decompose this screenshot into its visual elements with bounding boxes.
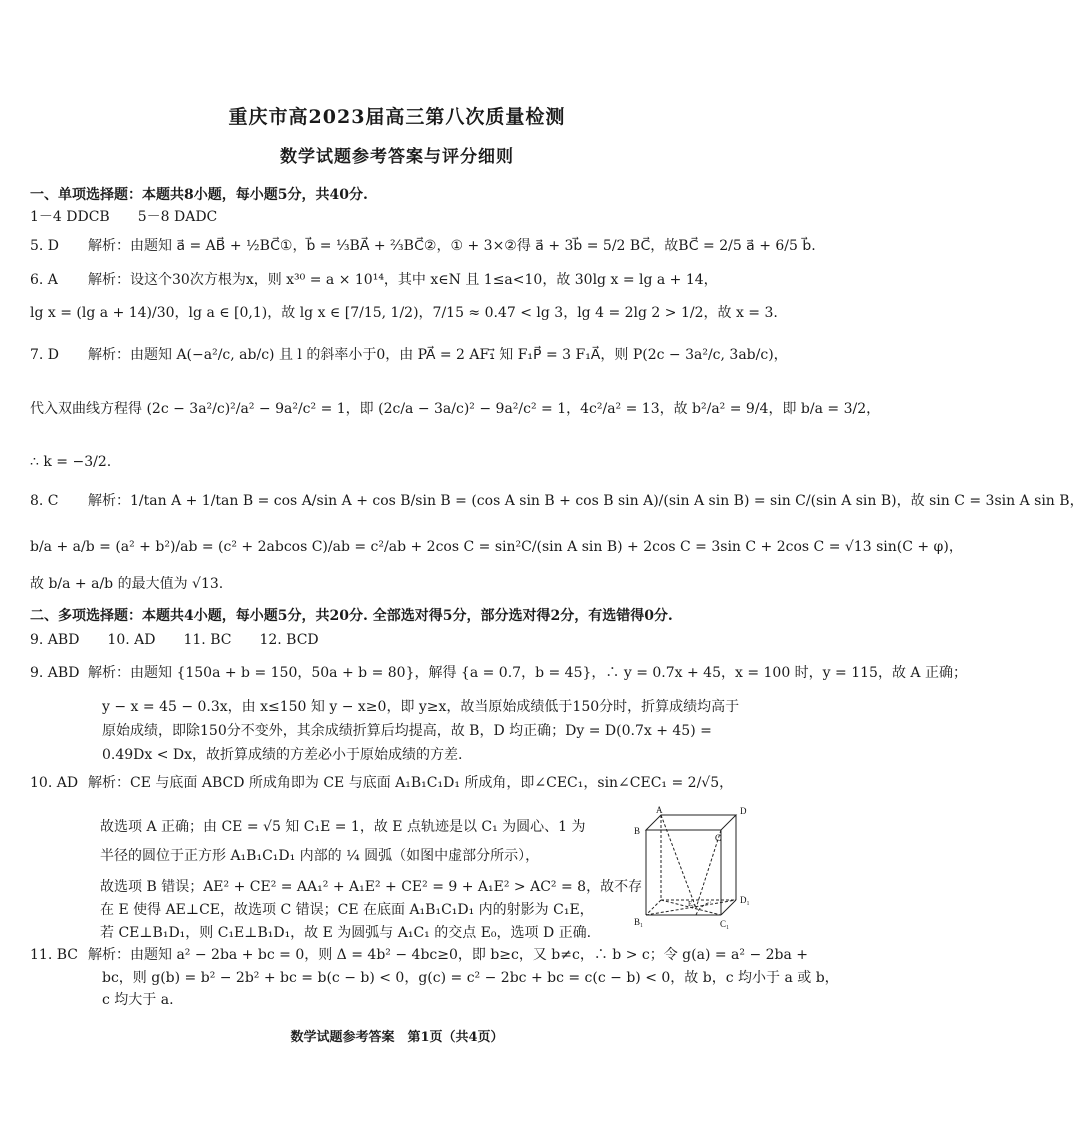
q11-solution: [30, 946, 809, 964]
q6-line-1: 解析：设这个30次方根为x，则 x³⁰ = a × 10¹⁴，其中 x∈N 且 1≤a<10，故 30lg x = lg a + 14，: [88, 272, 718, 288]
arc-e-path: [696, 902, 711, 915]
q10-tag: 10. AD: [30, 775, 79, 791]
q10-line-6: 若 CE⊥B₁D₁，则 C₁E⊥B₁D₁，故 E 为圆弧与 A₁C₁ 的交点 E₀，选项 D 正确.: [100, 925, 592, 941]
q7-solution: [30, 346, 788, 364]
q5-tag: 5. D: [30, 238, 60, 254]
q9-line-1: 解析：由题知 {150a + b = 150，50a + b = 80}，解得 {a = 0.7，b = 45}，∴ y = 0.7x + 45，x = 100 时，y = 115，故 A 正确；: [88, 665, 967, 681]
q11-line-2: bc，则 g(b) = b² − 2b² + bc = b(c − b) < 0，g(c) = c² − 2bc + bc = c(c − b) < 0，故 b，c 均小于 a 或 b，: [102, 970, 839, 986]
q7-line-1: 解析：由题知 A(−a²/c, ab/c) 且 l 的斜率小于0，由 PA⃗ = 2 AF₁⃗ 知 F₁P⃗ = 3 F₁A⃗，则 P(2c − 3a²/c, 3ab/c)，: [88, 347, 788, 363]
q8-line-2: b/a + a/b = (a² + b²)/ab = (c² + 2abcos C)/ab = c²/ab + 2cos C = sin²C/(sin A sin B) + 2cos C = 3sin C + 2cos C = √13 sin(C + φ)，: [30, 539, 963, 555]
label-e0: E₀: [688, 900, 695, 908]
q11-line-3: c 均大于 a.: [102, 992, 174, 1008]
q8-line-3: 故 b/a + a/b 的最大值为 √13.: [30, 576, 224, 592]
single-choice-answers: 1－4 DDCB 5－8 DADC: [30, 209, 218, 225]
q10-line-1: 解析：CE 与底面 ABCD 所成角即为 CE 与底面 A₁B₁C₁D₁ 所成角，即∠CEC₁，sin∠CEC₁ = 2/√5，: [88, 775, 734, 791]
q10-line-2: 故选项 A 正确；由 CE = √5 知 C₁E = 1，故 E 点轨迹是以 C₁ 为圆心、1 为: [100, 819, 586, 835]
q5-solution: [30, 237, 816, 255]
label-c1: C₁: [720, 919, 730, 929]
q11-tag: 11. BC: [30, 947, 78, 963]
q9-solution: [30, 664, 967, 682]
multi-choice-answers: 9. ABD 10. AD 11. BC 12. BCD: [30, 632, 319, 648]
section-single-choice-heading: 一、单项选择题：本题共8小题，每小题5分，共40分.: [30, 187, 368, 203]
q8-tag: 8. C: [30, 493, 59, 509]
label-b1: B₁: [634, 917, 644, 927]
q10-line-3: 半径的圆位于正方形 A₁B₁C₁D₁ 内部的 ¼ 圆弧（如图中虚部分所示），: [100, 848, 540, 864]
q8-line-1: 解析：1/tan A + 1/tan B = cos A/sin A + cos B/sin B = (cos A sin B + cos B sin A)/(sin A sin B) = sin C/(sin A sin B)，故 sin C = 3sin A sin B，: [88, 493, 1084, 509]
label-d: D: [740, 806, 747, 816]
q8-solution: [30, 492, 1084, 510]
q5-line-1: 解析：由题知 a⃗ = AB⃗ + ½BC⃗①，b⃗ = ⅓BA⃗ + ⅔BC⃗②，① + 3×②得 a⃗ + 3b⃗ = 5/2 BC⃗，故BC⃗ = 2/5 a⃗ + 6/5 b⃗.: [88, 238, 816, 254]
q9-line-4: 0.49Dx < Dx，故折算成绩的方差必小于原始成绩的方差.: [102, 747, 463, 763]
q7-line-2: 代入双曲线方程得 (2c − 3a²/c)²/a² − 9a²/c² = 1，即 (2c/a − 3a/c)² − 9a²/c² = 1，4c²/a² = 13，故 b²/a² = 9/4，即 b/a = 3/2，: [30, 401, 881, 417]
cube-top-face: [646, 815, 736, 830]
q9-line-3: 原始成绩，即除150分不变外，其余成绩折算后均提高，故 B，D 均正确；Dy = D(0.7x + 45) =: [102, 723, 712, 739]
segment-a-e: [661, 815, 696, 908]
q9-tag: 9. ABD: [30, 665, 80, 681]
q6-line-2: lg x = (lg a + 14)/30，lg a ∈ [0,1)，故 lg x ∈ [7/15, 1/2)，7/15 ≈ 0.47 < lg 3，lg 4 = 2lg 2 > 1/2，故 x = 3.: [30, 305, 778, 321]
label-b: B: [634, 826, 641, 836]
cube-edge-c1-d1: [721, 900, 736, 915]
page-title: 重庆市高2023届高三第八次质量检测: [228, 106, 566, 128]
label-c: C: [715, 833, 722, 843]
label-d1: D₁: [740, 895, 750, 905]
label-a: A: [656, 805, 663, 815]
q10-solution: [30, 774, 754, 792]
q10-line-5: 在 E 使得 AE⊥CE，故选项 C 错误；CE 在底面 A₁B₁C₁D₁ 内的射影为 C₁E，: [100, 902, 594, 918]
q6-solution: [30, 271, 754, 289]
q7-line-3: ∴ k = −3/2.: [30, 454, 112, 470]
section-multi-choice-heading: 二、多项选择题：本题共4小题，每小题5分，共20分. 全部选对得5分，部分选对得2分，有选错得0分.: [30, 608, 673, 624]
page-subtitle: 数学试题参考答案与评分细则: [280, 147, 514, 167]
cube-figure: [616, 805, 756, 935]
q10-line-4: 故选项 B 错误；AE² + CE² = AA₁² + A₁E² + CE² = 9 + A₁E² > AC² = 8，故不存: [100, 879, 643, 895]
q7-tag: 7. D: [30, 347, 60, 363]
q6-tag: 6. A: [30, 272, 58, 288]
q9-line-2: y − x = 45 − 0.3x，由 x≤150 知 y − x≥0，即 y≥x，故当原始成绩低于150分时，折算成绩均高于: [102, 699, 740, 715]
q11-line-1: 解析：由题知 a² − 2ba + bc = 0，则 Δ = 4b² − 4bc≥0，即 b≥c，又 b≠c，∴ b > c；令 g(a) = a² − 2ba +: [88, 947, 809, 963]
page-footer: 数学试题参考答案 第1页（共4页）: [290, 1030, 504, 1045]
